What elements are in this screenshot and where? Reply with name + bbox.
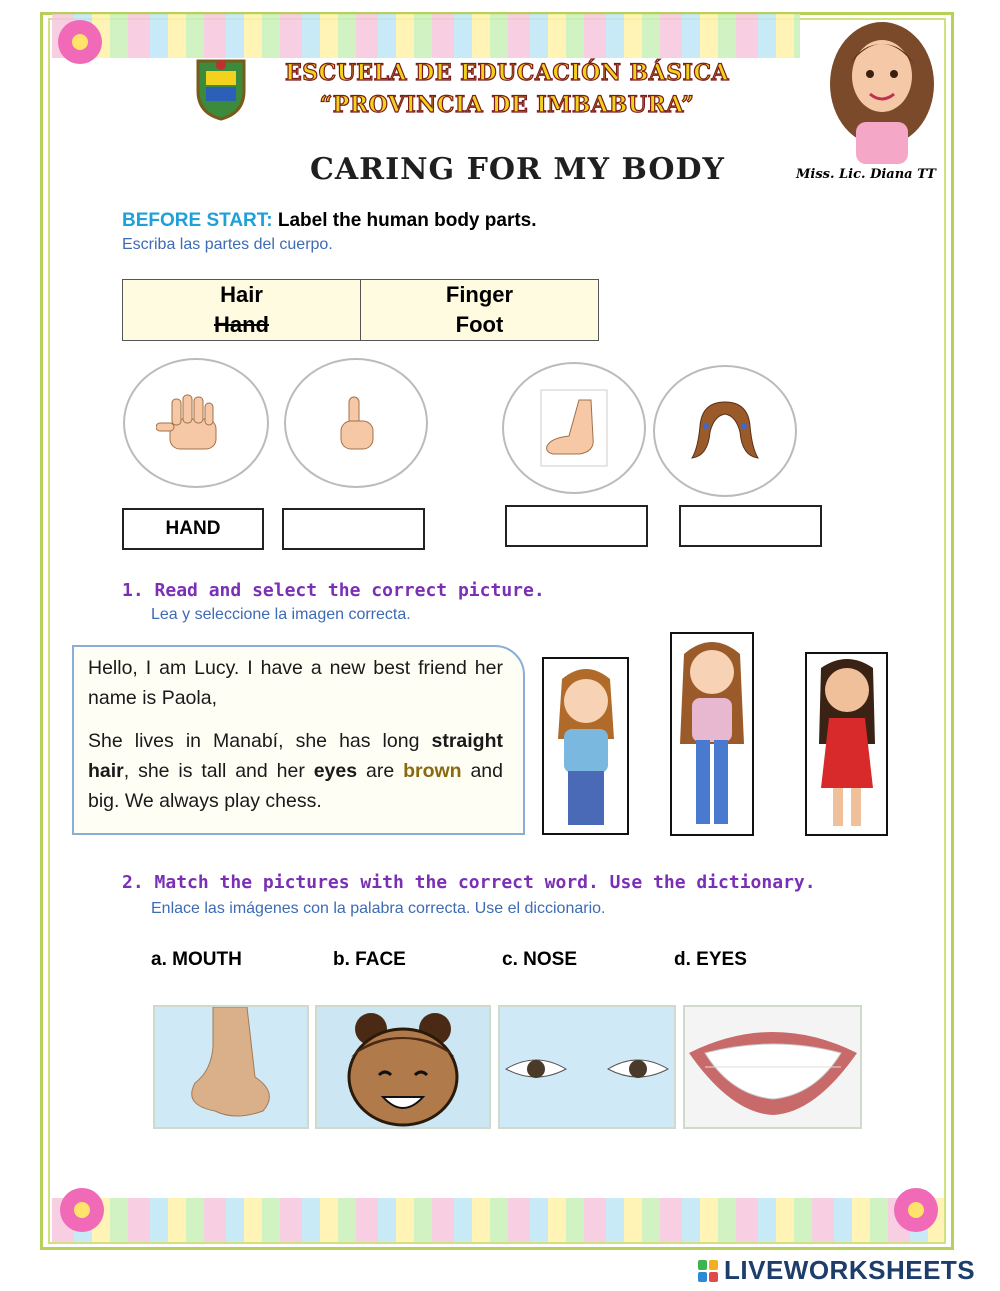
reading-paragraph-1: Hello, I am Lucy. I have a new best friend her name is Paola, <box>88 657 503 709</box>
word-bank-item: Finger <box>445 282 514 307</box>
foot-icon <box>539 388 609 468</box>
liveworksheets-mark-icon <box>698 1260 718 1282</box>
liveworksheets-logo[interactable] <box>698 1255 975 1286</box>
before-start-text: Label the human body parts. <box>277 210 537 231</box>
match-picture-face[interactable] <box>315 1005 491 1129</box>
match-word-c: c. NOSE <box>502 949 577 970</box>
section2-number: 2. <box>122 872 144 893</box>
flower-icon <box>872 1180 948 1240</box>
hand-icon <box>156 393 236 453</box>
girl-short-hair-image <box>544 659 627 833</box>
floral-border-top <box>52 14 800 58</box>
teacher-name: Miss. Lic. Diana TT <box>796 167 936 182</box>
liveworksheets-brand: LIVEWORKSHEETS <box>724 1255 976 1285</box>
hand-picture <box>123 358 269 488</box>
foot-picture <box>502 362 646 494</box>
school-name-line2: “PROVINCIA DE IMBABURA” <box>319 92 695 118</box>
word-bank-item-used: Hand <box>214 312 269 337</box>
word-bank-column <box>123 280 360 340</box>
school-name-line1: ESCUELA DE EDUCACIÓN BÁSICA <box>284 60 730 86</box>
hair-picture <box>653 365 797 497</box>
before-start-instruction <box>122 210 537 232</box>
word-bank-column <box>360 280 598 340</box>
word-bank <box>122 279 599 341</box>
school-crest-icon <box>190 55 252 121</box>
match-picture-nose[interactable] <box>153 1005 309 1129</box>
section2-title: Match the pictures with the correct word. Use the dictionary. <box>154 872 816 893</box>
finger-picture <box>284 358 428 488</box>
girl-option-2[interactable] <box>670 632 754 836</box>
reading-paragraph-2: She lives in Manabí, she has long straight hair, she is tall and her eyes are brown and big. We always play chess. <box>88 730 503 812</box>
girl-long-hair-image <box>672 634 752 834</box>
girl-red-dress-image <box>807 654 886 834</box>
face-icon <box>317 1007 489 1127</box>
section1-number: 1. <box>122 580 144 601</box>
section2-heading <box>122 872 816 893</box>
before-start-label: BEFORE START: <box>122 210 273 231</box>
girl-option-1[interactable] <box>542 657 629 835</box>
answer-box-hair[interactable] <box>679 505 822 547</box>
reading-passage <box>72 645 525 835</box>
section1-title: Read and select the correct picture. <box>154 580 545 601</box>
floral-border-bottom <box>52 1198 944 1242</box>
match-picture-mouth[interactable] <box>683 1005 862 1129</box>
word-bank-item: Hair <box>220 282 263 307</box>
section2-spanish: Enlace las imágenes con la palabra correcta. Use el diccionario. <box>151 900 606 917</box>
answer-box-hand[interactable]: HAND <box>122 508 264 550</box>
flower-icon <box>52 1180 132 1240</box>
answer-box-foot[interactable] <box>505 505 648 547</box>
match-word-b: b. FACE <box>333 949 406 970</box>
word-bank-item: Foot <box>455 312 504 337</box>
finger-icon <box>331 393 381 453</box>
eyes-icon <box>500 1007 674 1127</box>
flower-icon <box>52 14 132 74</box>
girl-option-3[interactable] <box>805 652 888 836</box>
page-title: CARING FOR MY BODY <box>310 152 725 187</box>
hair-icon <box>690 396 760 466</box>
match-word-a: a. MOUTH <box>151 949 242 970</box>
teacher-avatar <box>812 14 946 164</box>
answer-box-finger[interactable] <box>282 508 425 550</box>
nose-icon <box>155 1007 307 1127</box>
section1-spanish: Lea y seleccione la imagen correcta. <box>151 606 411 623</box>
section1-heading <box>122 580 545 601</box>
mouth-icon <box>685 1007 860 1127</box>
before-start-spanish: Escriba las partes del cuerpo. <box>122 236 333 253</box>
match-word-d: d. EYES <box>674 949 747 970</box>
match-picture-eyes[interactable] <box>498 1005 676 1129</box>
